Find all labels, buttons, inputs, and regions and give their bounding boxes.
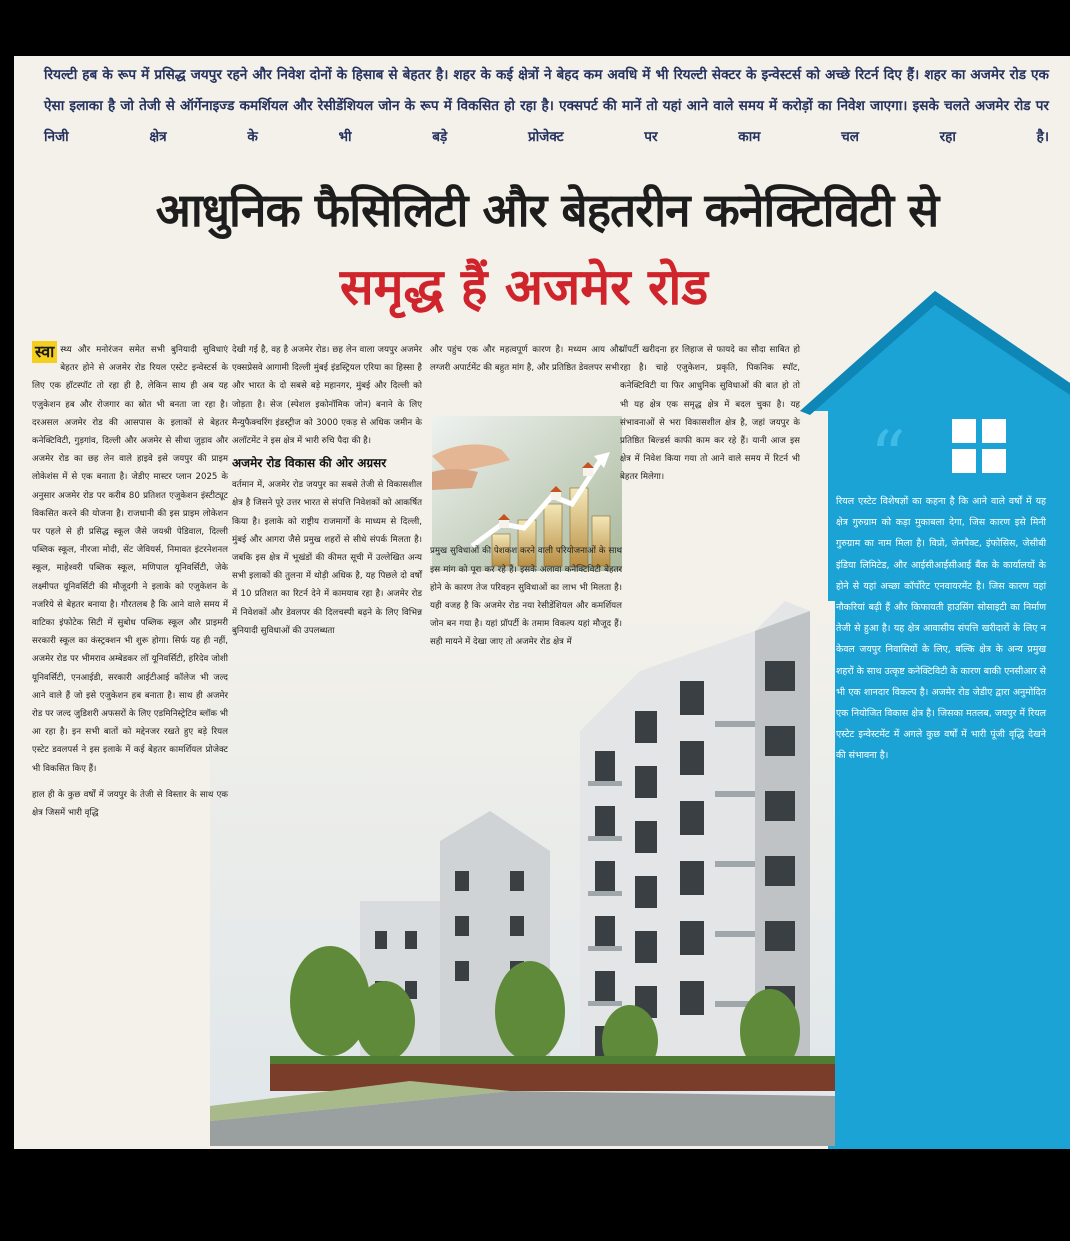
apartment-building-photo	[210, 601, 835, 1146]
article-column-2	[232, 341, 422, 640]
column-2-top: देखी गई है, वह है अजमेर रोड। छह लेन वाला जयपुर अजमेर एक्सप्रेसवे आगामी दिल्ली मुंबई इंडस्ट्रियल एरिया का हिस्सा है और भारत के दो सबसे बड़े महानगर, मुंबई और दिल्ली को जोड़ता है। सेज (स्पेशल इकोनॉमिक जोन) बनाने के लिए मैन्युफैक्चरिंग इंडस्ट्रीज को 3000 एकड़ से अधिक जमीन के अलॉटमेंट ने इस क्षेत्र में भारी रुचि पैदा की है।	[232, 345, 422, 447]
column-2-subhead: अजमेर रोड विकास की ओर अग्रसर	[232, 456, 387, 471]
article-column-3	[430, 341, 622, 652]
newspaper-clipping	[14, 56, 1070, 1149]
column-1-tail: हाल ही के कुछ वर्षों में जयपुर के तेजी से विस्तार के साथ एक क्षेत्र जिसमें भारी वृद्धि	[32, 789, 228, 819]
quote-mark-icon: “	[870, 416, 906, 498]
column-3-bottom: प्रमुख सुविधाओं की पेशकश करने वाली परियोजनाओं के साथ इस मांग को पूरा कर रहे हैं। इसके अलावा कनेक्टिविटी बेहतर होने के कारण तेज परिवहन सुविधाओं का लाभ भी मिलता है। यही वजह है कि अजमेर रोड नया रेसीडेंशियल और कमर्शियल जोन बन गया है। यहां प्रॉपर्टी के तमाम विकल्प यहां मौजूद हैं। सही मायने में देखा जाए तो अजमेर रोड क्षेत्र में	[430, 546, 622, 648]
headline-line-1: आधुनिक फैसिलिटी और बेहतरीन कनेक्टिविटी से	[155, 183, 939, 237]
sidebar-text: रियल एस्टेट विशेषज्ञों का कहना है कि आने वाले वर्षों में यह क्षेत्र गुरुग्राम को कड़ा मुकाबला देगा, जिस कारण इसे मिनी गुरुग्राम का नाम मिला है। विप्रो, जेनपैक्ट, इंफोसिस, जेसीबी इंडिया लिमिटेड, और आईसीआईसीआई बैंक के कार्यालयों के होने से यहां अच्छा कॉर्पोरेट एनवायरमेंट है। जिस कारण यहां नौकरियां बढ़ी हैं और किफायती हाउसिंग सोसाइटी का निर्माण तेजी से हुआ है। यह क्षेत्र आवासीय संपत्ति खरीदारों के लिए न केवल जयपुर निवासियों के लिए, बल्कि क्षेत्र के अन्य प्रमुख शहरों के साथ उत्कृष्ट कनेक्टिविटी के कारण बाकी एनसीआर से भी एक शानदार विकल्प है। अजमेर रोड जेडीए द्वारा अनुमोदित एक नियोजित विकास क्षेत्र है। जिसका मतलब, जयपुर में रियल एस्टेट इन्वेस्टमेंट में अगले कुछ वर्षों में भारी पूंजी वृद्धि देखने की संभावना है।	[836, 496, 1046, 762]
article-column-1	[32, 341, 228, 822]
headline-line-2: समृद्ध हैं अजमेर रोड	[339, 258, 709, 316]
column-4-text: प्रॉपर्टी खरीदना हर लिहाज से फायदे का सौदा साबित हो रहा है। चाहे एजुकेशन, प्रकृति, पिकनिक स्पॉट, कनेक्टिविटी या फिर आधुनिक सुविधाओं की बात हो तो भी यह क्षेत्र एक समृद्ध क्षेत्र में बदल चुका है। यह संभावनाओं से भरा विकासशील क्षेत्र है, जहां जयपुर के प्रतिष्ठित बिल्डर्स काफी काम कर रहे हैं। यानी आज इस क्षेत्र में निवेश किया गया तो आने वाले समय में रिटर्न भी बेहतर मिलेगा।	[620, 345, 800, 483]
window-icon	[952, 419, 1006, 473]
column-3-top: और पहुंच एक और महत्वपूर्ण कारण है। मध्यम आय और लग्जरी अपार्टमेंट की बहुत मांग है, और प्रतिष्ठित डेवलपर सभी	[430, 345, 622, 374]
column-1-text: स्थ्य और मनोरंजन समेत सभी बुनियादी सुविधाएं बेहतर होने से अजमेर रोड रियल एस्टेट इन्वेस्टर्स के लिए एक हॉटस्पॉट तो रहा ही है, लेकिन साथ ही अब यह एजुकेशन हब और रोजगार का स्रोत भी बनता जा रहा है। दरअसल अजमेर रोड की आसपास के इलाकों से बेहतर कनेक्टिविटी, गुड़गांव, दिल्ली और अजमेर से सीधा जुड़ाव और अजमेर रोड का छह लेन वाले हाइवे इसे जयपुर की प्राइम लोकेशंस में से एक बनाता है। जेडीए मास्टर प्लान 2025 के अनुसार अजमेर रोड पर करीब 80 प्रतिशत एजुकेशन इंस्टीट्यूट विकसित करने की योजना है। राजधानी की इस प्राइम लोकेशन पर पहले से ही प्रसिद्ध स्कूल जैसे जयश्री पेडिवाल, दिल्ली पब्लिक स्कूल, नीरजा मोदी, सेंट जेवियर्स, निमावत इंटरनेशनल स्कूल, माहेश्वरी पब्लिक स्कूल, मणिपाल यूनिवर्सिटी, जेके लक्ष्मीपत यूनिवर्सिटी की मौजूदगी ने इलाके को एजुकेशन के नजरिये से बेहतर बनाया है। गौरतलब है कि आने वाले समय में वाटिका इंफोटेक सिटी में सुबोध पब्लिक स्कूल और प्राइमरी सरकारी स्कूल का कंस्ट्रक्शन भी शुरू होगा। सिर्फ यह ही नहीं, अजमेर रोड पर भीमराव अम्बेडकर लॉ यूनिवर्सिटी, हरिदेव जोशी यूनिवर्सिटी, एनआईडी, सरकारी आईटीआई कॉलेज भी जल्द आने वाले हैं जो इसे एजुकेशन हब बनाता है। साथ ही अजमेर रोड पर जल्द जुडिशरी अफसरों के लिए एडमिनिस्ट्रेटिव ब्लॉक भी आ रहा है। इन सभी बातों को मद्देनजर रखते हुए बड़े रियल एस्टेट डवलपर्स ने इस इलाके में कई बेहतर कामर्शियल प्रोजेक्ट भी विकसित किए हैं।	[32, 345, 228, 774]
dropcap: स्वा	[32, 341, 57, 363]
intro-paragraph: रियल्टी हब के रूप में प्रसिद्ध जयपुर रहने और निवेश दोनों के हिसाब से बेहतर है। शहर के कई क्षेत्रों ने बेहद कम अवधि में भी रियल्टी सेक्टर के इन्वेस्टर्स को अच्छे रिटर्न दिए हैं। शहर का अजमेर रोड एक ऐसा इलाका है जो तेजी से ऑर्गेनाइज्ड कमर्शियल और रेसीडेंशियल जोन के रूप में विकसित हो रहा है। एक्सपर्ट की मानें तो यहां आने वाले समय में करोड़ों का निवेश जाएगा। इसके चलते अजमेर रोड पर निजी क्षेत्र के भी बड़े प्रोजेक्ट पर काम चल रहा है।	[44, 67, 1049, 145]
column-2-bottom: वर्तमान में, अजमेर रोड जयपुर का सबसे तेजी से विकासशील क्षेत्र है जिसने पूरे उत्तर भारत से संपत्ति निवेशकों को आकर्षित किया है। इलाके को राष्ट्रीय राजमार्गों के माध्यम से दिल्ली, मुंबई और आगरा जैसे प्रमुख शहरों से सीधे संपर्क मिलता है। जबकि इस क्षेत्र में भूखंडों की कीमत सूची में उल्लेखित अन्य सभी इलाकों की तुलना में थोड़ी अधिक है, यह पिछले दो वर्षों में 10 प्रतिशत का रिटर्न देने में कामयाब रहा है। अजमेर रोड में निवेशकों और डेवलपर की दिलचस्पी बढ़ने के लिए विभिन्न बुनियादी सुविधाओं की उपलब्धता	[232, 480, 422, 636]
article-column-4	[620, 341, 800, 487]
